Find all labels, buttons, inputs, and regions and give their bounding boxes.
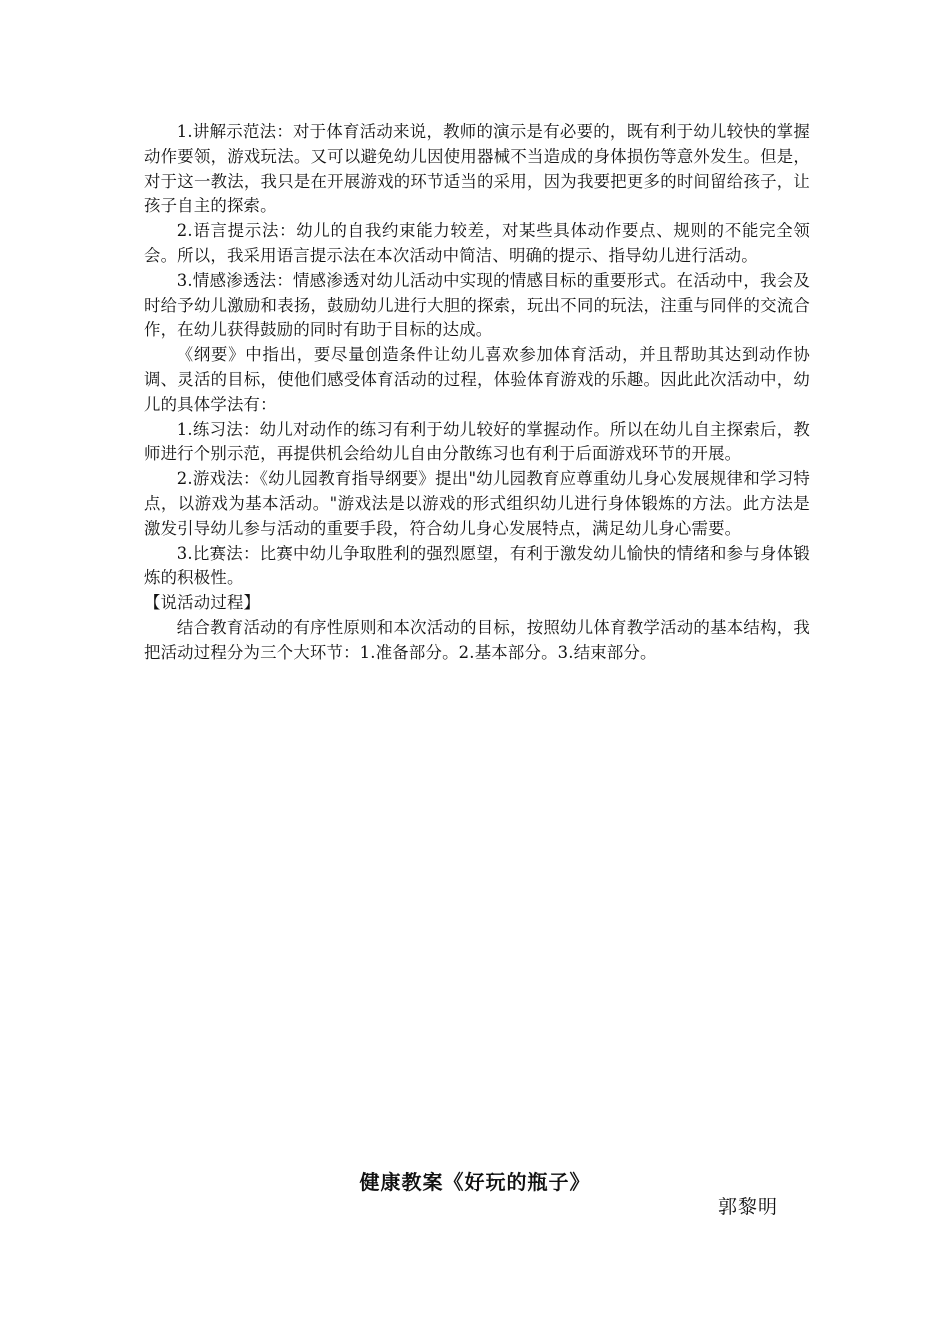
section-heading-activity-process: 【说活动过程】: [144, 593, 261, 613]
paragraph-demonstration-method: 1.讲解示范法：对于体育活动来说，教师的演示是有必要的，既有利于幼儿较快的掌握动作要领，游戏玩法。又可以避免幼儿因使用器械不当造成的身体损伤等意外发生。但是，对于这一教法，我只是在开展游戏的环节适当的采用，因为我要把更多的时间留给孩子，让孩子自主的探索。: [144, 122, 810, 216]
paragraph-competition-method: 3.比赛法：比赛中幼儿争取胜利的强烈愿望，有利于激发幼儿愉快的情绪和参与身体锻炼的积极性。: [144, 543, 810, 588]
paragraph-practice-method: 1.练习法：幼儿对动作的练习有利于幼儿较好的掌握动作。所以在幼儿自主探索后，教师进行个别示范，再提供机会给幼儿自由分散练习也有利于后面游戏环节的开展。: [144, 419, 810, 464]
author-name: 郭黎明: [718, 1196, 779, 1218]
paragraph-guideline-intro: 《纲要》中指出，要尽量创造条件让幼儿喜欢参加体育活动，并且帮助其达到动作协调、灵活的目标，使他们感受体育活动的过程，体验体育游戏的乐趣。因此此次活动中，幼儿的具体学法有：: [144, 345, 810, 414]
paragraph-verbal-prompt-method: 2.语言提示法：幼儿的自我约束能力较差，对某些具体动作要点、规则的不能完全领会。所以，我采用语言提示法在本次活动中简洁、明确的提示、指导幼儿进行活动。: [144, 221, 810, 265]
document-body: [144, 120, 810, 666]
paragraph-game-method: 2.游戏法：《幼儿园教育指导纲要》提出"幼儿园教育应尊重幼儿身心发展规律和学习特点，以游戏为基本活动。"游戏法是以游戏的形式组织幼儿进行身体锻炼的方法。此方法是激发引导幼儿参与活动的重要手段，符合幼儿身心发展特点，满足幼儿身心需要。: [144, 469, 810, 538]
paragraph-emotional-method: 3.情感渗透法：情感渗透对幼儿活动中实现的情感目标的重要形式。在活动中，我会及时给予幼儿激励和表扬，鼓励幼儿进行大胆的探索，玩出不同的玩法，注重与同伴的交流合作，在幼儿获得鼓励的同时有助于目标的达成。: [144, 270, 810, 340]
paragraph-activity-structure: 结合教育活动的有序性原则和本次活动的目标，按照幼儿体育教学活动的基本结构，我把活动过程分为三个大环节：1.准备部分。2.基本部分。3.结束部分。: [144, 617, 810, 662]
lesson-plan-title: 健康教案《好玩的瓶子》: [359, 1170, 591, 1194]
